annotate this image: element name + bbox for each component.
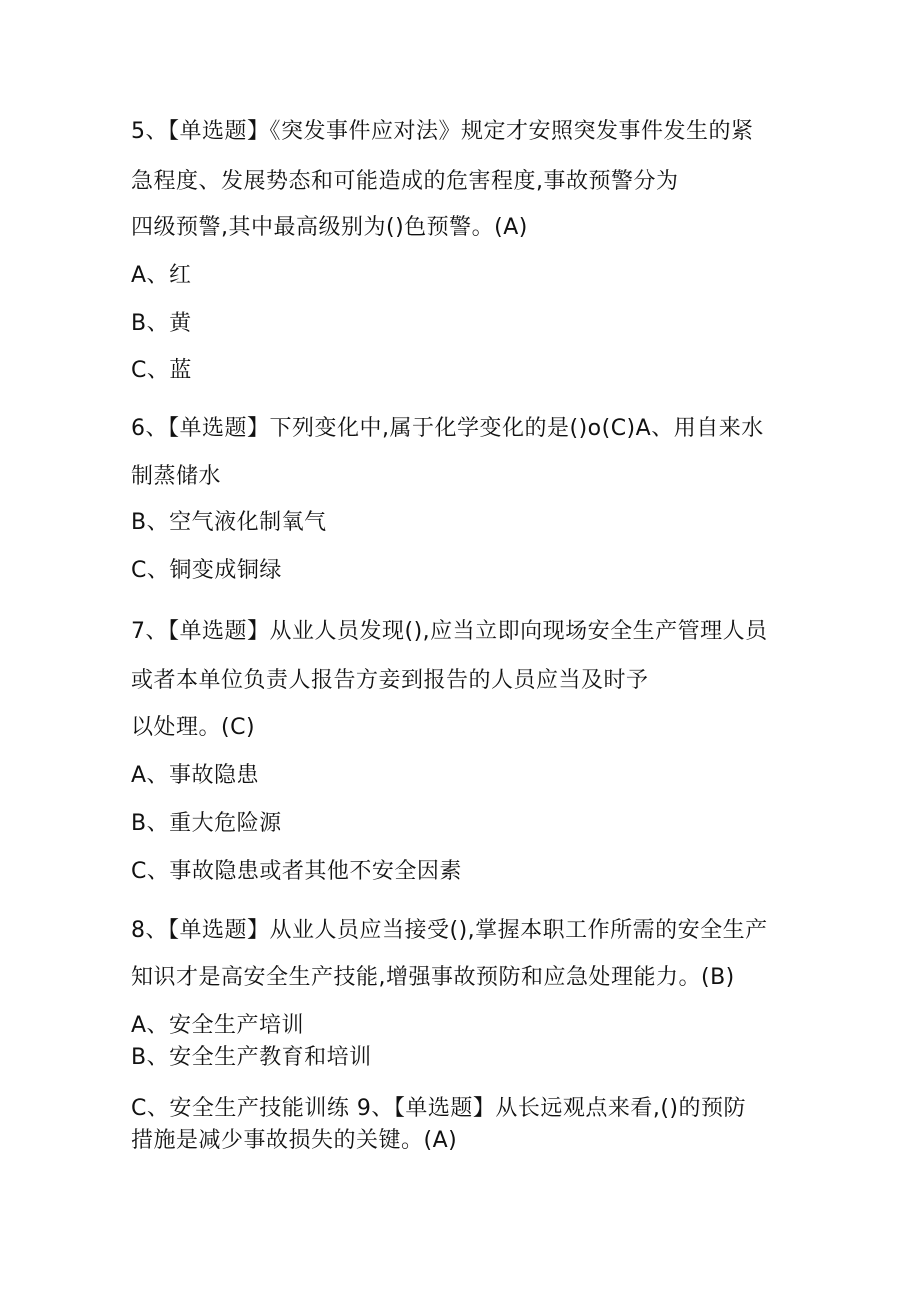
question-6-stem-line-1: 6、【单选题】下列变化中,属于化学变化的是()o(C)A、用自来水 xyxy=(131,416,764,441)
question-5-stem-line-1: 5、【单选题】《突发事件应对法》规定才安照突发事件发生的紧 xyxy=(131,119,754,144)
question-8-option-a: A、安全生产培训 xyxy=(131,1013,305,1038)
question-9-stem-line-1: C、安全生产技能训练 9、【单选题】从长远观点来看,()的预防 xyxy=(131,1096,747,1121)
question-7-option-b: B、重大危险源 xyxy=(131,811,282,836)
question-6-option-c: C、铜变成铜绿 xyxy=(131,558,282,583)
question-8-option-b: B、安全生产教育和培训 xyxy=(131,1045,372,1070)
question-5-option-a: A、红 xyxy=(131,263,192,288)
question-9-stem-line-2: 措施是减少事故损失的关键。(A) xyxy=(131,1128,458,1153)
question-7-stem-line-3: 以处理。(C) xyxy=(131,715,256,740)
question-6-option-b: B、空气液化制氧气 xyxy=(131,510,327,535)
question-8-stem-line-1: 8、【单选题】从业人员应当接受(),掌握本职工作所需的安全生产 xyxy=(131,918,768,943)
question-7-stem-line-1: 7、【单选题】从业人员发现(),应当立即向现场安全生产管理人员 xyxy=(131,619,768,644)
question-5-stem-line-2: 急程度、发展势态和可能造成的危害程度,事故预警分为 xyxy=(131,169,679,194)
question-7-option-a: A、事故隐患 xyxy=(131,763,260,788)
question-5-stem-line-3: 四级预警,其中最高级别为()色预警。(A) xyxy=(131,215,528,240)
question-7-option-c: C、事故隐患或者其他不安全因素 xyxy=(131,859,462,884)
question-7-stem-line-2: 或者本单位负责人报告方妾到报告的人员应当及时予 xyxy=(131,668,649,693)
question-8-stem-line-2: 知识才是高安全生产技能,增强事故预防和应急处理能力。(B) xyxy=(131,965,735,990)
question-6-stem-line-2: 制蒸储水 xyxy=(131,464,222,489)
question-5-option-b: B、黄 xyxy=(131,311,192,336)
question-5-option-c: C、蓝 xyxy=(131,358,192,383)
